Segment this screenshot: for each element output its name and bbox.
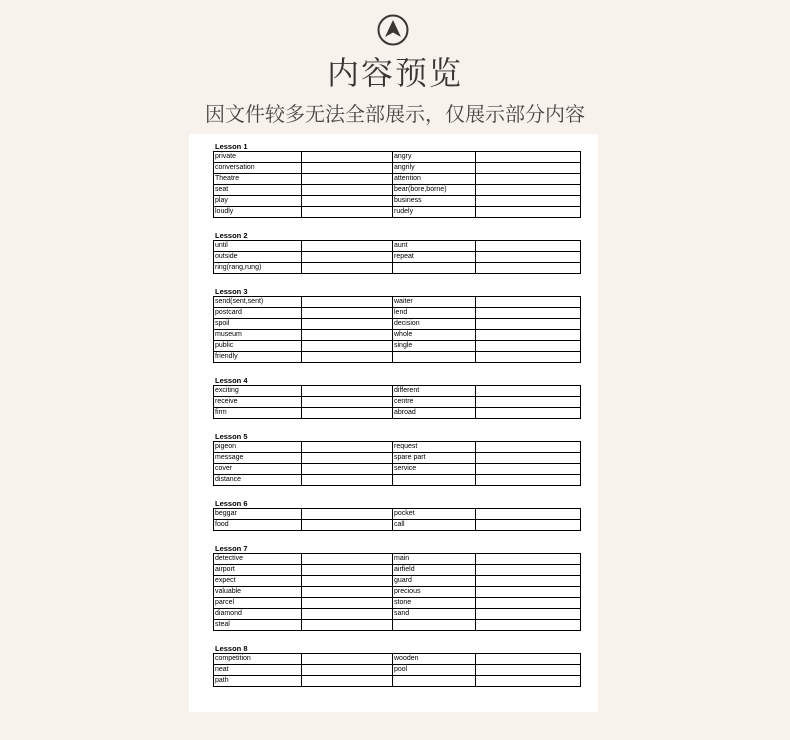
blank-cell [476,576,581,587]
blank-cell [302,241,393,252]
table-row [214,520,581,531]
blank-cell [476,152,581,163]
blank-cell [302,620,393,631]
word-cell: steal [214,620,302,631]
word-cell: waiter [393,297,476,308]
word-cell: repeat [393,252,476,263]
word-cell: distance [214,475,302,486]
blank-cell [302,196,393,207]
lesson-block [213,231,580,274]
blank-cell [302,319,393,330]
blank-cell [302,665,393,676]
blank-cell [302,587,393,598]
blank-cell [476,341,581,352]
lesson-title: Lesson 6 [215,499,248,508]
word-cell: single [393,341,476,352]
word-cell: friendly [214,352,302,363]
up-arrow-circle-icon [377,14,409,46]
word-cell: different [393,386,476,397]
lesson-block [213,142,580,218]
table-row [214,576,581,587]
word-cell [393,352,476,363]
word-cell: abroad [393,408,476,419]
vocab-table [213,553,581,631]
vocab-table [213,653,581,687]
blank-cell [302,565,393,576]
word-cell: attention [393,174,476,185]
word-cell: public [214,341,302,352]
word-cell: cover [214,464,302,475]
blank-cell [476,241,581,252]
word-cell: Theatre [214,174,302,185]
table-row [214,252,581,263]
blank-cell [476,665,581,676]
word-cell: main [393,554,476,565]
word-cell: path [214,676,302,687]
blank-cell [476,654,581,665]
table-row [214,408,581,419]
blank-cell [476,297,581,308]
blank-cell [476,520,581,531]
blank-cell [476,263,581,274]
word-cell: exciting [214,386,302,397]
blank-cell [302,654,393,665]
word-cell: airfield [393,565,476,576]
word-cell: sand [393,609,476,620]
blank-cell [302,341,393,352]
blank-cell [476,174,581,185]
word-cell: decision [393,319,476,330]
vocab-table [213,240,581,274]
word-cell: diamond [214,609,302,620]
word-cell: receive [214,397,302,408]
table-row [214,308,581,319]
word-cell [393,263,476,274]
blank-cell [302,464,393,475]
table-row [214,453,581,464]
table-row [214,442,581,453]
lesson-title: Lesson 1 [215,142,248,151]
word-cell [393,676,476,687]
word-cell: spare part [393,453,476,464]
lesson-list [213,142,580,700]
table-row [214,207,581,218]
blank-cell [302,397,393,408]
word-cell [393,475,476,486]
vocab-table [213,508,581,531]
word-cell: private [214,152,302,163]
blank-cell [476,565,581,576]
blank-cell [476,475,581,486]
word-cell: conversation [214,163,302,174]
blank-cell [302,676,393,687]
blank-cell [302,453,393,464]
word-cell: until [214,241,302,252]
blank-cell [476,609,581,620]
table-row [214,464,581,475]
word-cell: firm [214,408,302,419]
blank-cell [302,509,393,520]
table-row [214,565,581,576]
table-row [214,330,581,341]
table-row [214,174,581,185]
lesson-block [213,499,580,531]
table-row [214,475,581,486]
lesson-title: Lesson 3 [215,287,248,296]
blank-cell [476,252,581,263]
word-cell [393,620,476,631]
blank-cell [302,576,393,587]
table-row [214,609,581,620]
table-row [214,509,581,520]
blank-cell [476,554,581,565]
table-row [214,341,581,352]
word-cell: call [393,520,476,531]
table-row [214,185,581,196]
word-cell: beggar [214,509,302,520]
word-cell: lend [393,308,476,319]
blank-cell [476,408,581,419]
blank-cell [302,554,393,565]
blank-cell [476,598,581,609]
lesson-title: Lesson 4 [215,376,248,385]
word-cell: send(sent,sent) [214,297,302,308]
table-row [214,297,581,308]
word-cell: museum [214,330,302,341]
vocab-table [213,441,581,486]
word-cell: postcard [214,308,302,319]
table-row [214,152,581,163]
vocab-table [213,296,581,363]
lesson-title: Lesson 2 [215,231,248,240]
lesson-block [213,432,580,486]
blank-cell [302,386,393,397]
word-cell: rudely [393,207,476,218]
word-cell: message [214,453,302,464]
page-subtitle: 因文件较多无法全部展示，仅展示部分内容 [205,102,585,126]
blank-cell [476,308,581,319]
lesson-block [213,287,580,363]
lesson-title: Lesson 5 [215,432,248,441]
word-cell: centre [393,397,476,408]
page-title: 内容预览 [326,54,463,92]
word-cell: competition [214,654,302,665]
word-cell: expect [214,576,302,587]
lesson-block [213,544,580,631]
table-row [214,319,581,330]
lesson-block [213,376,580,419]
table-row [214,397,581,408]
blank-cell [302,598,393,609]
blank-cell [302,475,393,486]
blank-cell [476,207,581,218]
word-cell: guard [393,576,476,587]
word-cell: food [214,520,302,531]
word-cell: pool [393,665,476,676]
blank-cell [302,152,393,163]
table-row [214,263,581,274]
word-cell: request [393,442,476,453]
blank-cell [302,330,393,341]
blank-cell [476,464,581,475]
table-row [214,654,581,665]
word-cell: airport [214,565,302,576]
blank-cell [302,252,393,263]
word-cell: loudly [214,207,302,218]
blank-cell [302,297,393,308]
blank-cell [302,609,393,620]
table-row [214,386,581,397]
blank-cell [302,263,393,274]
blank-cell [476,442,581,453]
blank-cell [302,352,393,363]
blank-cell [476,196,581,207]
word-cell: detective [214,554,302,565]
table-row [214,196,581,207]
blank-cell [476,163,581,174]
word-cell: pigeon [214,442,302,453]
word-cell: angrily [393,163,476,174]
blank-cell [476,509,581,520]
blank-cell [476,352,581,363]
blank-cell [476,397,581,408]
word-cell: wooden [393,654,476,665]
word-cell: ring(rang,rung) [214,263,302,274]
word-cell: neat [214,665,302,676]
blank-cell [476,185,581,196]
word-cell: business [393,196,476,207]
blank-cell [476,620,581,631]
word-cell: aunt [393,241,476,252]
blank-cell [476,330,581,341]
table-row [214,352,581,363]
table-row [214,554,581,565]
word-cell: bear(bore,borne) [393,185,476,196]
blank-cell [476,386,581,397]
document-preview [189,134,598,712]
word-cell: whole [393,330,476,341]
table-row [214,676,581,687]
blank-cell [476,587,581,598]
lesson-title: Lesson 7 [215,544,248,553]
word-cell: service [393,464,476,475]
table-row [214,665,581,676]
blank-cell [476,453,581,464]
word-cell: pocket [393,509,476,520]
table-row [214,598,581,609]
blank-cell [302,520,393,531]
word-cell: spoil [214,319,302,330]
word-cell: stone [393,598,476,609]
blank-cell [302,163,393,174]
word-cell: parcel [214,598,302,609]
word-cell: valuable [214,587,302,598]
vocab-table [213,151,581,218]
blank-cell [476,319,581,330]
table-row [214,620,581,631]
blank-cell [302,185,393,196]
blank-cell [302,408,393,419]
word-cell: precious [393,587,476,598]
table-row [214,587,581,598]
word-cell: play [214,196,302,207]
word-cell: angry [393,152,476,163]
word-cell: seat [214,185,302,196]
blank-cell [302,207,393,218]
lesson-title: Lesson 8 [215,644,248,653]
table-row [214,241,581,252]
blank-cell [302,308,393,319]
lesson-block [213,644,580,687]
blank-cell [302,174,393,185]
blank-cell [476,676,581,687]
table-row [214,163,581,174]
word-cell: outside [214,252,302,263]
vocab-table [213,385,581,419]
blank-cell [302,442,393,453]
